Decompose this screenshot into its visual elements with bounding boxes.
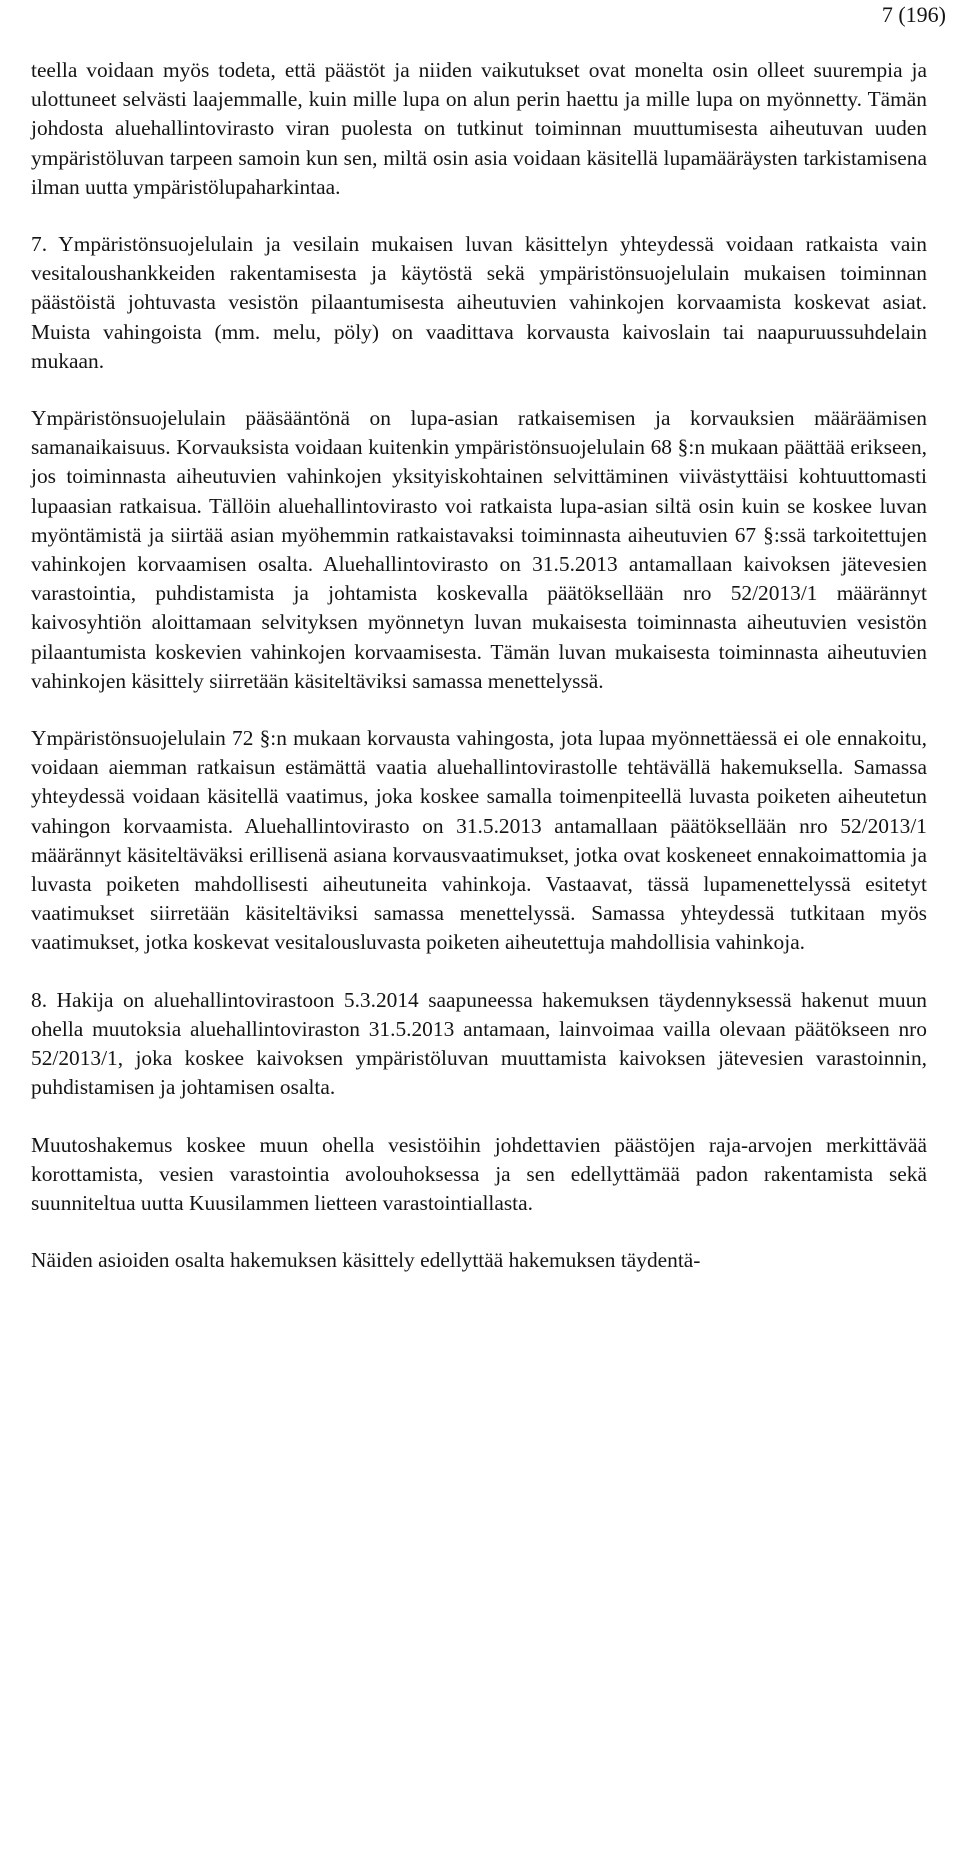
paragraph-7: Näiden asioiden osalta hakemuksen käsittely edellyttää hakemuksen täydentä- [31, 1248, 701, 1273]
paragraph-4: Ympäristönsuojelulain 72 §:n mukaan korvausta vahingosta, jota lupaa myönnettäessä ei ole ennakoitu, voidaan aiemman ratkaisun estämättä vaatia aluehallintovirastolle tehtävällä hakemuksella. Samassa yhteydessä voidaan käsitellä vaatimus, joka koskee samalla toimenpiteellä luvasta poiketen aiheutetun vahingon korvaamista. Aluehallintovirasto on 31.5.2013 antamallaan päätöksellään nro 52/2013/1 määrännyt käsiteltäväksi erillisenä asiana korvausvaatimukset, jotka ovat koskeneet ennakoimattomia ja luvasta poiketen mahdollisesti aiheutuneita vahinkoja. Vastaavat, tässä lupamenettelyssä esitetyt vaatimukset siirretään käsiteltäviksi samassa menettelyssä. Samassa yhteydessä tutkitaan myös vaatimukset, jotka koskevat vesitalousluvasta poiketen aiheutettuja mahdollisia vahinkoja. [31, 726, 927, 955]
paragraph-6: Muutoshakemus koskee muun ohella vesistöihin johdettavien päästöjen raja-arvojen merkittävää korottamista, vesien varastointia avolouhoksessa ja sen edellyttämää padon rakentamista sekä suunniteltua uutta Kuusilammen lietteen varastointiallasta. [31, 1132, 927, 1215]
document-body [31, 56, 927, 1303]
page-number: 7 (196) [881, 2, 946, 27]
paragraph-2: 7. Ympäristönsuojelulain ja vesilain mukaisen luvan käsittelyn yhteydessä voidaan ratkaista vain vesitaloushankkeiden rakentamisesta ja käytöstä sekä ympäristönsuojelulain mukaisen toiminnan päästöistä johtuvasta vesistön pilaantumisesta aiheutuvien vahinkojen korvaamista koskevat asiat. Muista vahingoista (mm. melu, pöly) on vaadittava korvausta kaivoslain tai naapuruussuhdelain mukaan. [31, 232, 927, 373]
paragraph-3: Ympäristönsuojelulain pääsääntönä on lupa-asian ratkaisemisen ja korvauksien määräämisen samanaikaisuus. Korvauksista voidaan kuitenkin ympäristönsuojelulain 68 §:n mukaan päättää erikseen, jos toiminnasta aiheutuvien vahinkojen yksityiskohtainen selvittäminen viivästyttäisi kohtuuttomasti lupaasian ratkaisua. Tällöin aluehallintovirasto voi ratkaista lupa-asian siltä osin kuin se koskee luvan myöntämistä ja siirtää asian myöhemmin ratkaistavaksi toiminnasta aiheutuvien 67 §:ssä tarkoitettujen vahinkojen korvaamisen osalta. Aluehallintovirasto on 31.5.2013 antamallaan kaivoksen jätevesien varastointia, puhdistamista ja johtamista koskevalla päätöksellään nro 52/2013/1 määrännyt kaivosyhtiön aloittamaan selvityksen myönnetyn luvan mukaisesta toiminnasta aiheutuvien vesistön pilaantumista koskevien vahinkojen korvaamisesta. Tämän luvan mukaisesta toiminnasta aiheutuvien vahinkojen käsittely siirretään käsiteltäviksi samassa menettelyssä. [31, 406, 927, 693]
paragraph-1: teella voidaan myös todeta, että päästöt ja niiden vaikutukset ovat monelta osin olleet suurempia ja ulottuneet selvästi laajemmalle, kuin mille lupa on alun perin haettu ja mille lupa on myönnetty. Tämän johdosta aluehallintovirasto viran puolesta on tutkinut toiminnan muuttumisesta aiheutuvan uuden ympäristöluvan tarpeen samoin kun sen, miltä osin asia voidaan käsitellä lupamääräysten tarkistamisena ilman uutta ympäristölupaharkintaa. [31, 58, 927, 199]
paragraph-5: 8. Hakija on aluehallintovirastoon 5.3.2014 saapuneessa hakemuksen täydennyksessä hakenut muun ohella muutoksia aluehallintoviraston 31.5.2013 antamaan, lainvoimaa vailla olevaan päätökseen nro 52/2013/1, joka koskee kaivoksen ympäristöluvan muuttamista kaivoksen jätevesien varastoinnin, puhdistamisen ja johtamisen osalta. [31, 987, 927, 1100]
